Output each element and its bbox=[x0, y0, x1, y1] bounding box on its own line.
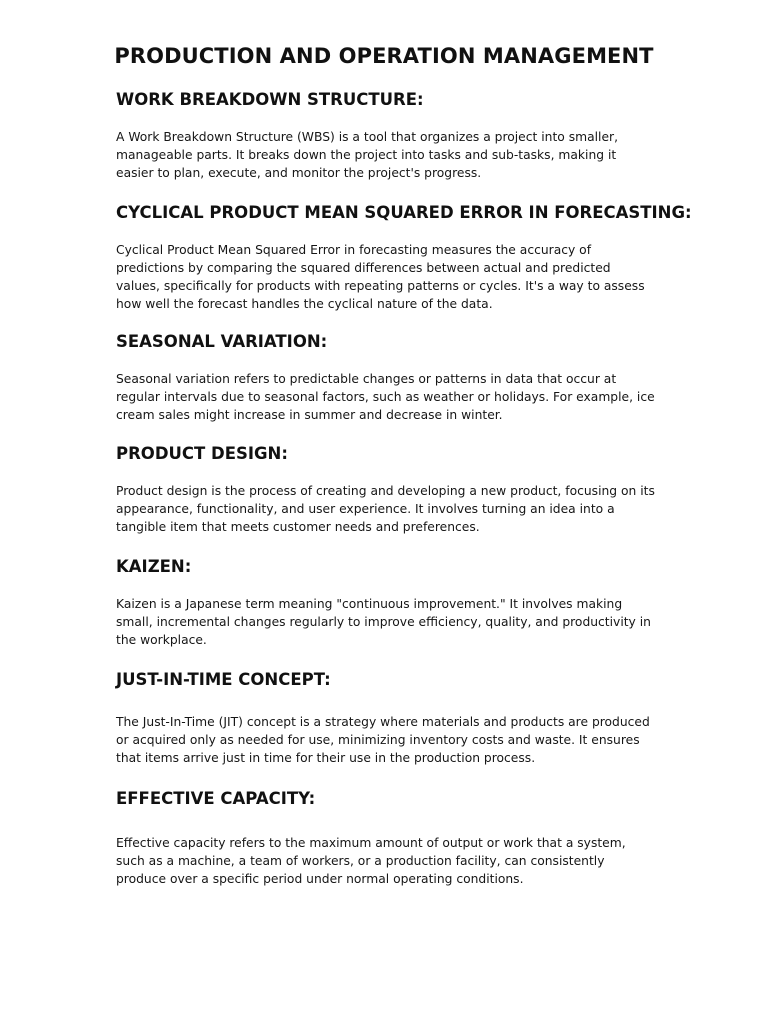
section-heading: KAIZEN: bbox=[116, 557, 192, 576]
section-body: The Just-In-Time (JIT) concept is a strategy where materials and products are produced or acquired only as needed for use, minimizing inventory costs and waste. It ensures that items arrive just in time for their use in the production process. bbox=[116, 715, 650, 765]
section-effective-capacity bbox=[116, 788, 656, 888]
section-heading: SEASONAL VARIATION: bbox=[116, 332, 328, 351]
section-heading: EFFECTIVE CAPACITY: bbox=[116, 789, 316, 808]
section-product-design bbox=[116, 443, 656, 536]
section-just-in-time-concept bbox=[116, 669, 656, 767]
section-seasonal-variation bbox=[116, 331, 656, 424]
section-body: Effective capacity refers to the maximum amount of output or work that a system, such as a machine, a team of workers, or a production facility, can consistently produce over a specific period under normal operating conditions. bbox=[116, 836, 626, 886]
section-body: Product design is the process of creating and developing a new product, focusing on its appearance, functionality, and user experience. It involves turning an idea into a tangible item that meets customer needs and preferences. bbox=[116, 484, 655, 534]
section-body: A Work Breakdown Structure (WBS) is a tool that organizes a project into smaller, manageable parts. It breaks down the project into tasks and sub-tasks, making it easier to plan, execute, and monitor the project's progress. bbox=[116, 130, 618, 180]
section-kaizen bbox=[116, 556, 656, 649]
section-body: Kaizen is a Japanese term meaning "continuous improvement." It involves making small, incremental changes regularly to improve efficiency, quality, and productivity in the workplace. bbox=[116, 597, 651, 647]
section-body: Seasonal variation refers to predictable changes or patterns in data that occur at regular intervals due to seasonal factors, such as weather or holidays. For example, ice cream sales might increase in summer and decrease in winter. bbox=[116, 372, 655, 422]
section-body: Cyclical Product Mean Squared Error in forecasting measures the accuracy of predictions by comparing the squared differences between actual and predicted values, specifically for products with repeating patterns or cycles. It's a way to assess how well the forecast handles the cyclical nature of the data. bbox=[116, 243, 645, 311]
document-title: PRODUCTION AND OPERATION MANAGEMENT bbox=[114, 44, 654, 68]
section-heading: CYCLICAL PRODUCT MEAN SQUARED ERROR IN FORECASTING: bbox=[116, 203, 692, 222]
section-cyclical-product-mse bbox=[116, 202, 692, 313]
section-heading: WORK BREAKDOWN STRUCTURE: bbox=[116, 90, 424, 109]
section-work-breakdown-structure bbox=[116, 89, 656, 182]
section-heading: PRODUCT DESIGN: bbox=[116, 444, 288, 463]
section-heading: JUST-IN-TIME CONCEPT: bbox=[116, 670, 331, 689]
